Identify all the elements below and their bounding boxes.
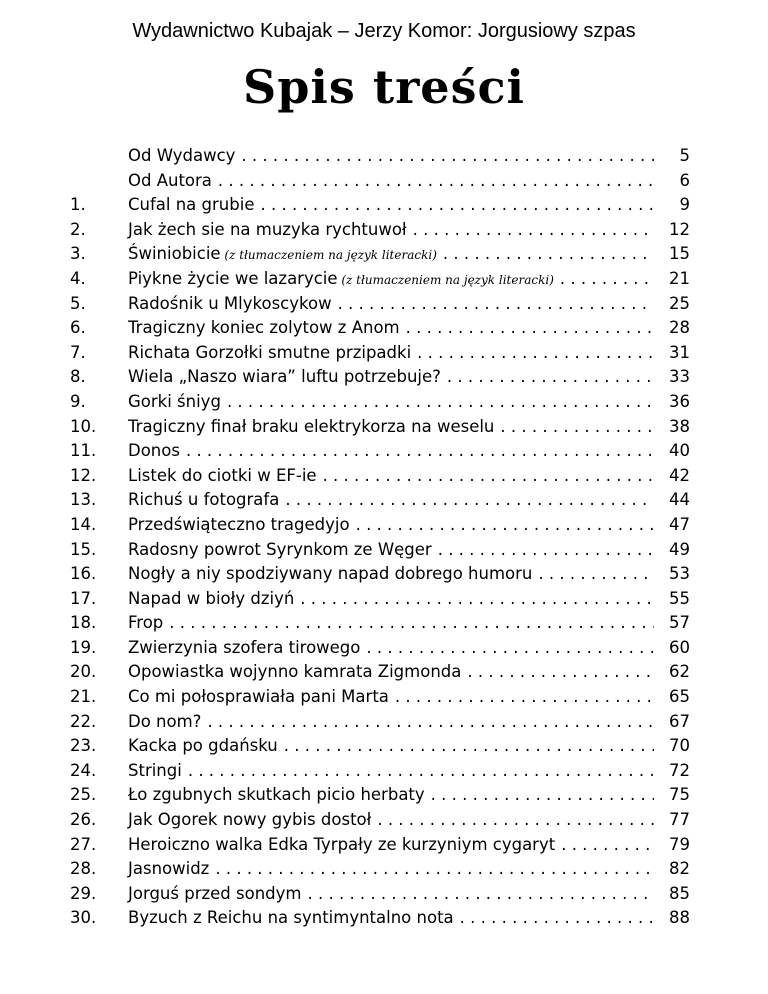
dot-leader [169,611,654,636]
toc-entry-page: 60 [669,637,690,657]
toc-entry-number: 6. [70,318,86,338]
toc-entry-number: 20. [70,662,97,682]
toc-entry-title: Jak żech sie na muzyka rychtuwoł [128,219,407,239]
dot-leader [241,144,654,169]
toc-entry-page: 53 [669,564,690,584]
toc-entry-number: 18. [70,613,97,633]
dot-leader [188,759,654,784]
toc-entry-title: Napad w bioły dziyń [128,588,295,608]
toc-entry [70,144,690,169]
dot-leader [323,464,654,489]
dot-leader [500,415,654,440]
toc-entry-page: 38 [669,416,690,436]
dot-leader [460,906,654,931]
toc-entry-number: 12. [70,465,97,485]
dot-leader [284,734,654,759]
toc-entry-number: 15. [70,539,97,559]
toc-entry-page: 75 [669,785,690,805]
toc-entry-number: 22. [70,711,97,731]
dot-leader [356,513,654,538]
toc-entry-title: Listek do ciotki w EF-ie [128,465,317,485]
dot-leader [447,365,654,390]
toc-entry-page: 21 [669,268,690,288]
toc-entry [70,882,690,907]
toc-entry-number: 13. [70,490,97,510]
toc-entry [70,169,690,194]
toc-entry-title: Tragiczny finał braku elektrykorza na weselu [128,416,495,436]
toc-entry-page: 85 [669,883,690,903]
dot-leader [560,267,654,292]
toc-entry-title: Tragiczny koniec zolytow z Anom [128,318,400,338]
toc-entry-title: Ło zgubnych skutkach picio herbaty [128,785,425,805]
toc-entry-title: Opowiastka wojynno kamrata Zigmonda [128,662,462,682]
toc-entry-page: 28 [669,318,690,338]
toc-entry [70,464,690,489]
toc-entry-page: 15 [669,244,690,264]
toc-entry-page: 62 [669,662,690,682]
toc-entry-number: 4. [70,268,86,288]
toc-entry-number: 23. [70,736,97,756]
toc-entry-page: 31 [669,342,690,362]
dot-leader [561,833,654,858]
toc-entry-number: 21. [70,687,97,707]
page-title: Spis treści [243,60,525,114]
dot-leader [431,783,654,808]
toc-entry [70,808,690,833]
toc-entry [70,390,690,415]
toc-entry-title: Od Autora [128,170,212,190]
toc-entry-title: Piykne życie we lazarycie [128,268,338,288]
toc-entry [70,906,690,931]
toc-entry-number: 28. [70,859,97,879]
toc-entry-title: Cufal na grubie [128,195,255,215]
dot-leader [218,169,654,194]
toc-entry-title: Nogły a niy spodziywany napad dobrego humoru [128,564,533,584]
toc-entry-title: Zwierzynia szofera tirowego [128,637,361,657]
toc-entry-title: Heroiczno walka Edka Tyrpały ze kurzyniym cygaryt [128,834,556,854]
dot-leader [215,857,654,882]
toc-entry-number: 30. [70,908,97,928]
dot-leader [467,660,654,685]
toc-entry-title: Gorki śniyg [128,391,221,411]
toc-entry [70,636,690,661]
toc-entry-page: 44 [669,490,690,510]
toc-entry-page: 25 [669,293,690,313]
toc-entry-page: 67 [669,711,690,731]
dot-leader [438,538,654,563]
toc-entry-title: Richuś u fotografa [128,490,280,510]
toc-entry-page: 65 [669,687,690,707]
toc-entry-page: 70 [669,736,690,756]
dot-leader [260,193,654,218]
toc-entry-title: Kacka po gdańsku [128,736,278,756]
toc-entry-page: 33 [669,367,690,387]
toc-entry-number: 2. [70,219,86,239]
toc-entry-page: 42 [669,465,690,485]
toc-entry-number: 29. [70,883,97,903]
dot-leader [366,636,654,661]
toc-entry-page: 57 [669,613,690,633]
toc-entry-page: 40 [669,441,690,461]
toc-entry-page: 82 [669,859,690,879]
toc-entry [70,857,690,882]
toc-entry [70,783,690,808]
toc-entry-title: Byzuch z Reichu na syntimyntalno nota [128,908,454,928]
dot-leader [207,710,654,735]
dot-leader [338,292,654,317]
toc-entry-page: 55 [669,588,690,608]
toc-entry-title: Radośnik u Mlykoscykow [128,293,332,313]
dot-leader [307,882,654,907]
toc-entry-title: Co mi połosprawiała pani Marta [128,687,389,707]
toc-entry-page: 88 [669,908,690,928]
dot-leader [406,316,654,341]
toc-entry [70,611,690,636]
toc-entry-title: Jasnowidz [128,859,210,879]
toc-entry [70,587,690,612]
dot-leader [186,439,654,464]
toc-entry [70,562,690,587]
toc-entry-number: 16. [70,564,97,584]
toc-entry-number: 26. [70,810,97,830]
toc-entry-title: Radosny powrot Syrynkom ze Węger [128,539,432,559]
toc-entry-number: 8. [70,367,86,387]
toc-entry-number: 3. [70,244,86,264]
toc-entry-title: Od Wydawcy [128,146,236,165]
toc-entry [70,759,690,784]
toc-entry-title: Frop [128,613,164,633]
toc-entry [70,734,690,759]
toc-entry-number: 17. [70,588,97,608]
dot-leader [395,685,654,710]
toc-entry [70,513,690,538]
toc-entry-number: 24. [70,760,97,780]
toc-entry-page: 6 [679,170,690,190]
toc-entry [70,488,690,513]
toc-entry-title: Do nom? [128,711,202,731]
toc-entry-number: 11. [70,441,97,461]
toc-entry [70,538,690,563]
toc-entry-title: Świniobicie [128,244,221,264]
toc-entry [70,415,690,440]
toc-entry-title: Richata Gorzołki smutne przipadki [128,342,412,362]
toc-entry [70,439,690,464]
dot-leader [377,808,654,833]
running-header: Wydawnictwo Kubajak – Jerzy Komor: Jorgusiowy szpas [132,20,636,42]
toc-entry-number: 27. [70,834,97,854]
dot-leader [227,390,654,415]
toc-entry [70,660,690,685]
toc-entry-page: 9 [679,195,690,215]
toc-entry-title: Jorguś przed sondym [128,883,302,903]
toc-entry-page: 47 [669,514,690,534]
toc-entry-number: 1. [70,195,86,215]
toc-entry [70,833,690,858]
toc-entry-title: Przedświąteczno tragedyjo [128,514,350,534]
toc-entry-page: 49 [669,539,690,559]
toc-entry-title: Donos [128,441,180,461]
toc-entry [70,316,690,341]
toc-entry-title: Wiela „Naszo wiara” luftu potrzebuje? [128,367,441,387]
toc-entry-page: 79 [669,834,690,854]
toc-entry [70,242,690,267]
toc-entry-number: 25. [70,785,97,805]
toc-entry-note: (z tłumaczeniem na język literacki) [220,248,437,263]
table-of-contents [70,144,690,931]
dot-leader [285,488,654,513]
toc-entry [70,292,690,317]
toc-entry-number: 5. [70,293,86,313]
toc-entry [70,193,690,218]
dot-leader [417,341,654,366]
dot-leader [538,562,654,587]
toc-entry [70,267,690,292]
toc-entry [70,710,690,735]
toc-entry-number: 10. [70,416,97,436]
toc-entry-page: 77 [669,810,690,830]
toc-entry-page: 12 [669,219,690,239]
toc-entry [70,685,690,710]
toc-entry [70,365,690,390]
dot-leader [300,587,654,612]
toc-entry-number: 19. [70,637,97,657]
dot-leader [413,218,654,243]
toc-entry [70,218,690,243]
toc-entry-note: (z tłumaczeniem na język literacki) [337,272,554,287]
toc-entry-page: 5 [679,146,690,165]
toc-entry-number: 9. [70,391,86,411]
toc-entry [70,341,690,366]
toc-entry-title: Jak Ogorek nowy gybis dostoł [128,810,372,830]
toc-entry-page: 36 [669,391,690,411]
toc-entry-page: 72 [669,760,690,780]
dot-leader [443,242,654,267]
toc-entry-number: 7. [70,342,86,362]
toc-entry-number: 14. [70,514,97,534]
toc-entry-title: Stringi [128,760,182,780]
